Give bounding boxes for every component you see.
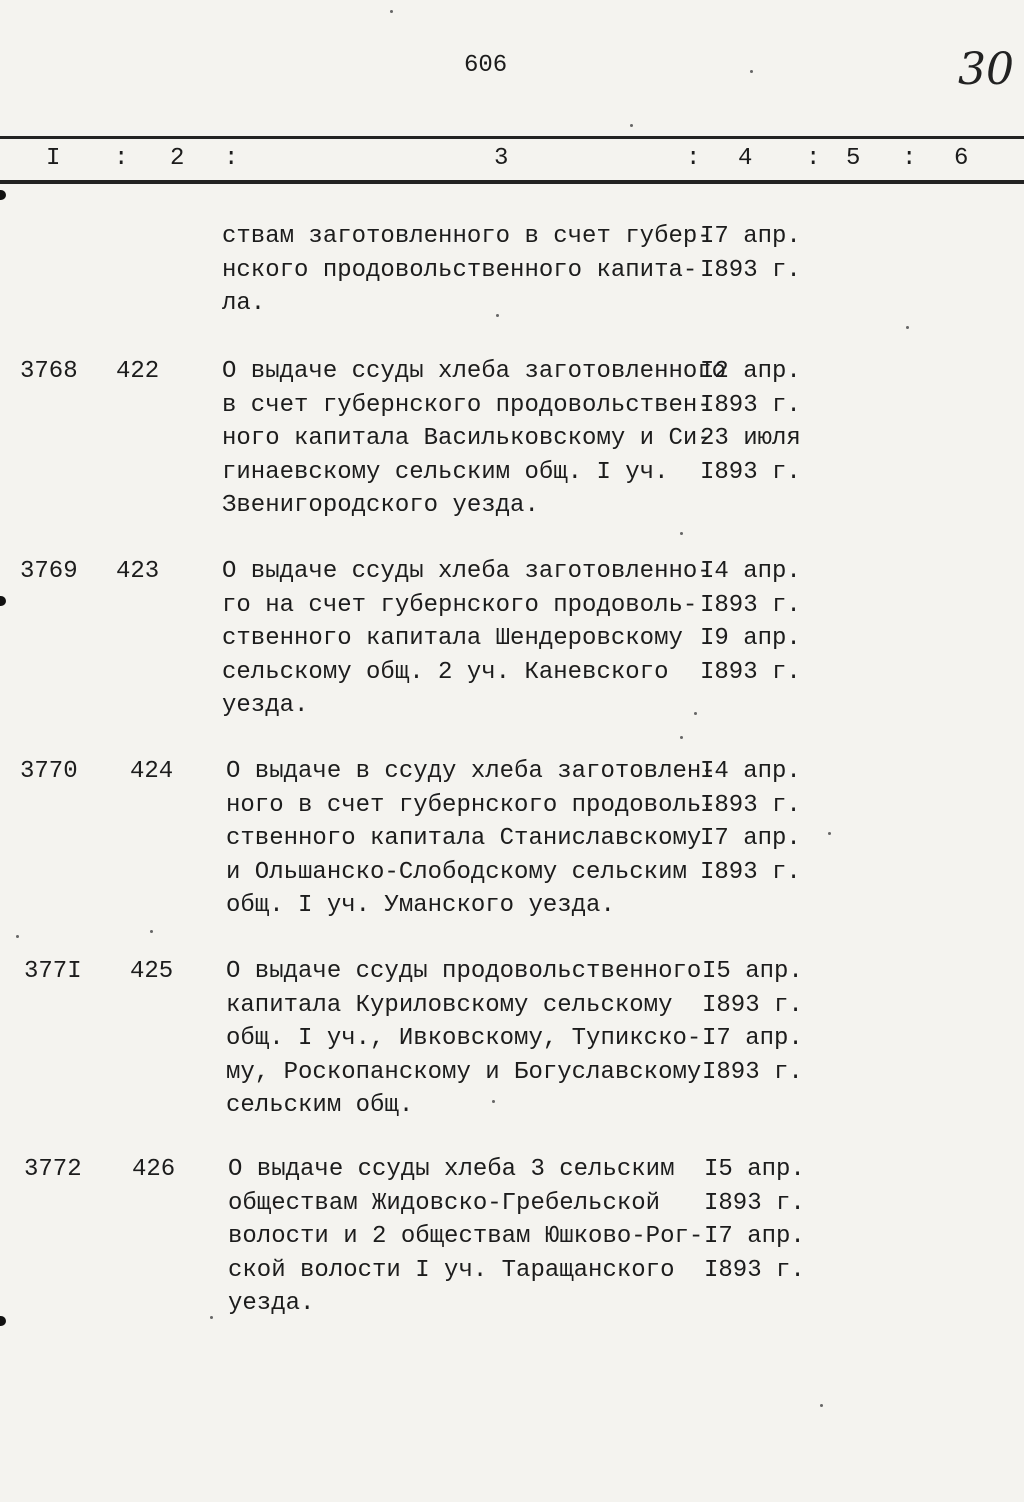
- entry-dates: [700, 755, 801, 889]
- header-col-1: I: [46, 145, 61, 172]
- entry-dates: [704, 1153, 805, 1287]
- date-line: I893 г.: [702, 1058, 803, 1086]
- date-line: I893 г.: [704, 1189, 805, 1217]
- title-line: О выдаче ссуды хлеба 3 сельским: [228, 1156, 675, 1183]
- date-line: I7 апр.: [702, 1025, 803, 1052]
- date-line: I893 г.: [700, 458, 801, 486]
- title-line: общ. I уч., Ивковскому, Тупикско-: [226, 1025, 702, 1052]
- file-number: 422: [116, 358, 160, 385]
- title-line: в счет губернского продовольствен-: [222, 391, 712, 419]
- folio-handwritten: 30: [958, 44, 1014, 95]
- scan-speck: [906, 326, 909, 329]
- scan-speck: [492, 1100, 495, 1103]
- header-col-2: 2: [170, 145, 185, 172]
- title-line: ла.: [222, 290, 266, 317]
- entry-title: [222, 555, 712, 723]
- file-number: 424: [130, 758, 174, 785]
- scan-speck: [496, 314, 499, 317]
- title-line: уезда.: [222, 692, 309, 719]
- title-line: нского продовольственного капита-: [222, 256, 698, 284]
- scan-speck: [820, 1404, 823, 1407]
- entry-dates: [700, 555, 801, 689]
- date-line: I893 г.: [704, 1256, 805, 1284]
- item-number: 3769: [20, 558, 78, 585]
- title-line: ного в счет губернского продоволь-: [226, 791, 716, 819]
- scan-speck: [210, 1316, 213, 1319]
- scan-speck: [750, 70, 753, 73]
- date-line: I893 г.: [702, 991, 803, 1019]
- scan-speck: [828, 832, 831, 835]
- scan-speck: [680, 532, 683, 535]
- date-line: I7 апр.: [704, 1223, 805, 1250]
- file-number: 423: [116, 558, 160, 585]
- title-line: гинаевскому сельским общ. I уч.: [222, 458, 669, 486]
- header-sep: :: [806, 145, 821, 172]
- header-sep: :: [114, 145, 129, 172]
- title-line: общ. I уч. Уманского уезда.: [226, 892, 615, 919]
- date-line: 23 июля: [700, 425, 801, 452]
- title-line: обществам Жидовско-Гребельской: [228, 1189, 661, 1217]
- header-sep: :: [686, 145, 701, 172]
- file-number: 425: [130, 958, 174, 985]
- header-col-5: 5: [846, 145, 861, 172]
- title-line: О выдаче ссуды продовольственного: [226, 958, 702, 985]
- margin-mark: [0, 190, 6, 200]
- item-number: 3772: [24, 1156, 82, 1183]
- header-col-3: 3: [494, 145, 509, 172]
- title-line: О выдаче ссуды хлеба заготовленного: [222, 358, 727, 385]
- scan-speck: [390, 10, 393, 13]
- title-line: капитала Куриловскому сельскому: [226, 991, 673, 1019]
- scan-speck: [150, 930, 153, 933]
- title-line: и Ольшанско-Слободскому сельским: [226, 858, 687, 886]
- header-sep: :: [902, 145, 917, 172]
- title-line: му, Роскопанскому и Богуславскому: [226, 1058, 702, 1086]
- title-line: ственного капитала Станиславскому: [226, 825, 702, 852]
- header-rule-bottom: [0, 180, 1024, 184]
- item-number: 377I: [24, 958, 82, 985]
- title-line: сельским общ.: [226, 1092, 414, 1119]
- scan-speck: [680, 736, 683, 739]
- header-col-6: 6: [954, 145, 969, 172]
- title-line: ного капитала Васильковскому и Си-: [222, 425, 712, 452]
- title-line: ственного капитала Шендеровскому: [222, 625, 683, 652]
- entry-dates: [702, 955, 803, 1089]
- date-line: I893 г.: [700, 391, 801, 419]
- date-line: I893 г.: [700, 858, 801, 886]
- entry-title: [226, 755, 716, 923]
- title-line: О выдаче в ссуду хлеба заготовлен-: [226, 758, 716, 785]
- item-number: 3768: [20, 358, 78, 385]
- date-line: I7 апр.: [700, 223, 801, 250]
- date-line: I5 апр.: [704, 1156, 805, 1183]
- scan-speck: [630, 124, 633, 127]
- margin-mark: [0, 596, 6, 606]
- item-number: 3770: [20, 758, 78, 785]
- date-line: I893 г.: [700, 256, 801, 284]
- header-sep: :: [224, 145, 239, 172]
- date-line: I5 апр.: [702, 958, 803, 985]
- date-line: I4 апр.: [700, 758, 801, 785]
- date-line: I9 апр.: [700, 625, 801, 652]
- entry-dates: [700, 355, 801, 489]
- header-col-4: 4: [738, 145, 753, 172]
- date-line: I2 апр.: [700, 358, 801, 385]
- margin-mark: [0, 1316, 6, 1326]
- scan-speck: [694, 712, 697, 715]
- date-line: I893 г.: [700, 791, 801, 819]
- file-number: 426: [132, 1156, 176, 1183]
- title-line: ской волости I уч. Таращанского: [228, 1256, 675, 1284]
- entry-title: [226, 955, 701, 1123]
- date-line: I893 г.: [700, 591, 801, 619]
- title-line: О выдаче ссуды хлеба заготовленно-: [222, 558, 712, 585]
- date-line: I893 г.: [700, 658, 801, 686]
- date-line: I4 апр.: [700, 558, 801, 585]
- continuation-dates: [700, 220, 801, 287]
- continuation-title: [222, 220, 712, 321]
- title-line: Звенигородского уезда.: [222, 492, 539, 519]
- page-number: 606: [464, 52, 508, 79]
- title-line: го на счет губернского продоволь-: [222, 591, 698, 619]
- entry-title: [222, 355, 726, 523]
- title-line: ствам заготовленного в счет губер-: [222, 223, 712, 250]
- title-line: уезда.: [228, 1290, 315, 1317]
- title-line: сельскому общ. 2 уч. Каневского: [222, 658, 669, 686]
- entry-title: [228, 1153, 703, 1321]
- title-line: волости и 2 обществам Юшково-Рог-: [228, 1223, 704, 1250]
- scan-speck: [16, 935, 19, 938]
- date-line: I7 апр.: [700, 825, 801, 852]
- header-rule-top: [0, 136, 1024, 139]
